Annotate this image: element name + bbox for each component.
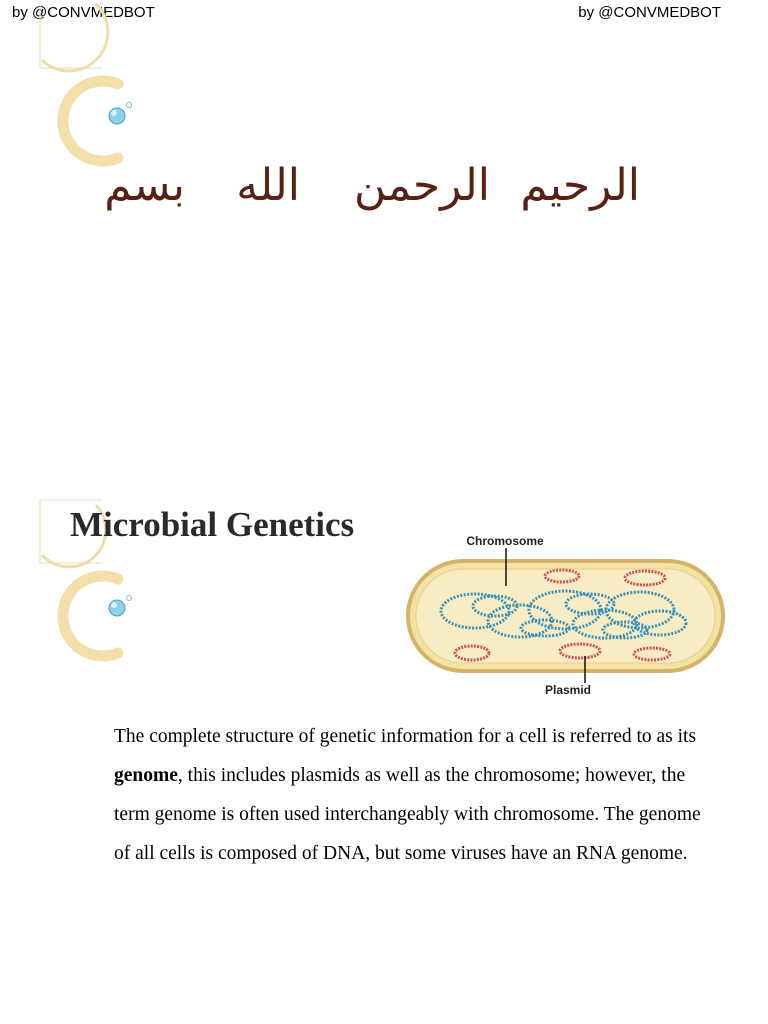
genome-term: genome <box>114 765 178 786</box>
chromosome-label: Chromosome <box>466 534 544 548</box>
basmala-word-4: بسم <box>104 160 185 211</box>
bacterial-cell-diagram <box>400 528 730 703</box>
basmala-word-2: الرحمن <box>353 160 490 211</box>
header-credit-right: by @CONVMEDBOT <box>578 4 721 21</box>
basmala-heading <box>100 160 640 220</box>
section-title: Microbial Genetics <box>70 505 355 544</box>
body-text-part-2: , this includes plasmids as well as the chromosome; however, the term genome is often used interchangeably with chromosome. The genome of all cells is composed of DNA, but some viruses have an RNA genome. <box>114 765 701 864</box>
header-credit-left: by @CONVMEDBOT <box>12 4 155 21</box>
plasmid-label: Plasmid <box>544 683 592 697</box>
body-text-part-1: The complete structure of genetic information for a cell is referred to as its <box>114 726 697 747</box>
decorative-ornament-top <box>30 0 150 170</box>
basmala-word-1: الرحيم <box>520 160 640 211</box>
body-paragraph <box>114 717 714 873</box>
basmala-word-3: الله <box>236 160 300 211</box>
